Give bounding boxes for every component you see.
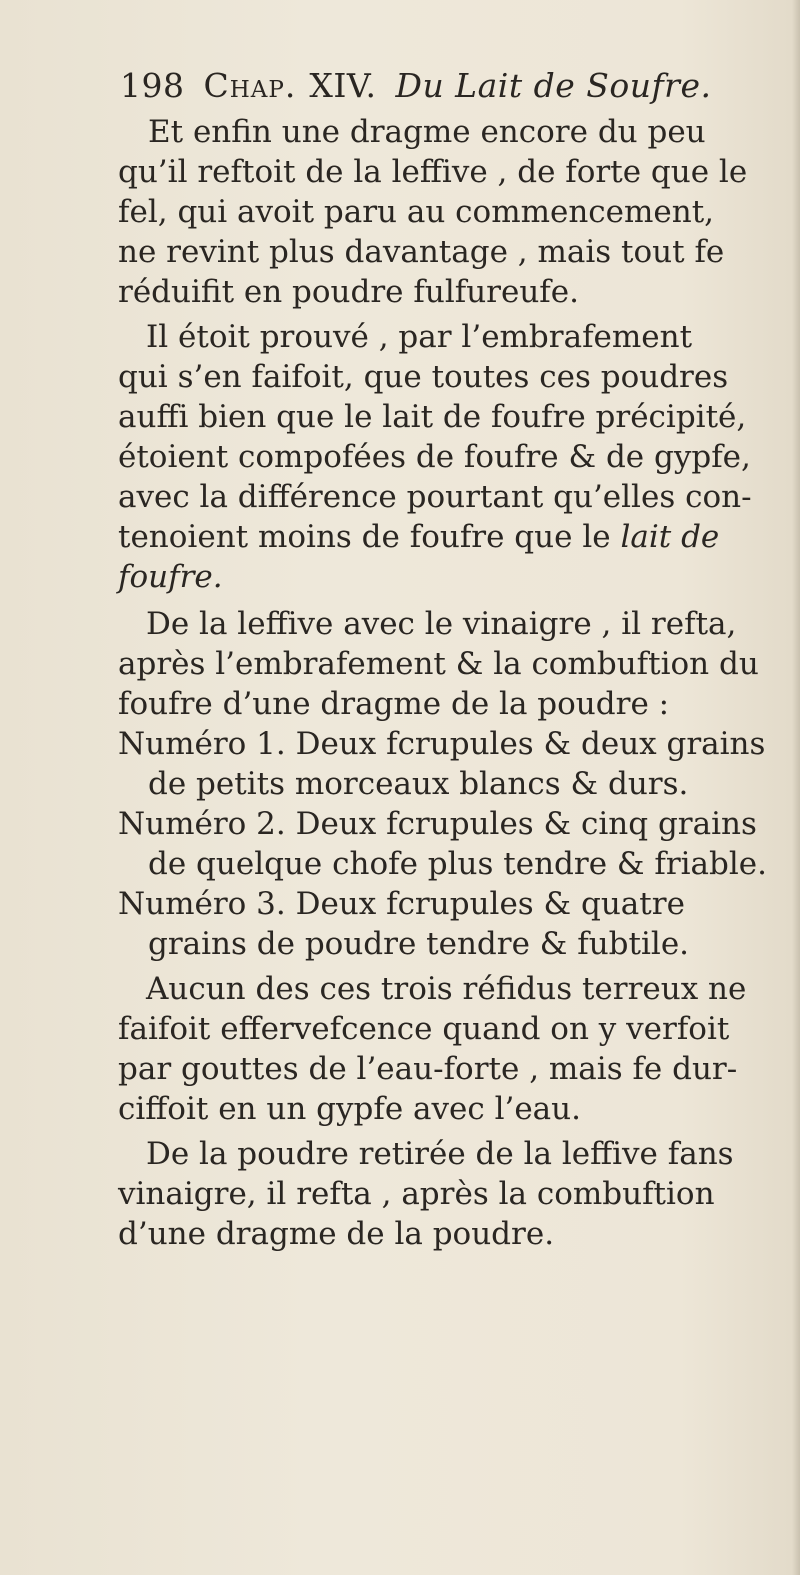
text-line: vinaigre, il refta , après la combuftion xyxy=(118,1176,715,1212)
running-header xyxy=(120,66,711,106)
text-line: De la leffive avec le vinaigre , il refta, xyxy=(146,606,737,642)
text-line: ne revint plus davantage , mais tout fe xyxy=(118,234,725,270)
text-line: fel, qui avoit paru au commencement, xyxy=(118,194,715,230)
text-line: avec la différence pourtant qu’elles con- xyxy=(118,479,752,515)
text-line: auffi bien que le lait de foufre précipité, xyxy=(118,399,747,435)
text-line: qui s’en faifoit, que toutes ces poudres xyxy=(118,359,729,395)
text-line: Il étoit prouvé , par l’embrafement xyxy=(146,319,693,355)
text-line: de quelque chofe plus tendre & friable. xyxy=(148,846,768,882)
text-line: après l’embrafement & la combuftion du xyxy=(118,646,759,682)
text-line-with-italic xyxy=(118,517,719,557)
text-line: d’une dragme de la poudre. xyxy=(118,1216,555,1252)
text-line: de petits morceaux blancs & durs. xyxy=(148,766,689,802)
chapter-numeral: XIV. xyxy=(309,66,377,105)
chapter-label: Chap. xyxy=(203,66,297,105)
page-edge-shadow xyxy=(792,0,800,1575)
text-line: foufre d’une dragme de la poudre : xyxy=(118,686,670,722)
page-number: 198 xyxy=(120,66,185,105)
text-line: qu’il reftoit de la leffive , de forte que le xyxy=(118,154,748,190)
text-line: réduifit en poudre fulfureufe. xyxy=(118,274,579,310)
text-line: Aucun des ces trois réfidus terreux ne xyxy=(146,971,747,1007)
text-line: Numéro 2. Deux fcrupules & cinq grains xyxy=(118,806,757,842)
text-line: faifoit effervefcence quand on y verfoit xyxy=(118,1011,730,1047)
italic-text-line: foufre. xyxy=(118,559,223,595)
text-line: Numéro 1. Deux fcrupules & deux grains xyxy=(118,726,766,762)
text-span: tenoient moins de foufre que le xyxy=(118,519,611,555)
text-line: Et enfin une dragme encore du peu xyxy=(148,114,706,150)
text-line: étoient compofées de foufre & de gypfe, xyxy=(118,439,751,475)
chapter-title: Du Lait de Soufre. xyxy=(395,66,712,105)
text-line: grains de poudre tendre & fubtile. xyxy=(148,926,690,962)
text-line: ciffoit en un gypfe avec l’eau. xyxy=(118,1091,581,1127)
text-line: De la poudre retirée de la leffive fans xyxy=(146,1136,734,1172)
text-line: par gouttes de l’eau-forte , mais fe dur- xyxy=(118,1051,738,1087)
text-line: Numéro 3. Deux fcrupules & quatre xyxy=(118,886,685,922)
italic-phrase: lait de xyxy=(620,519,720,555)
